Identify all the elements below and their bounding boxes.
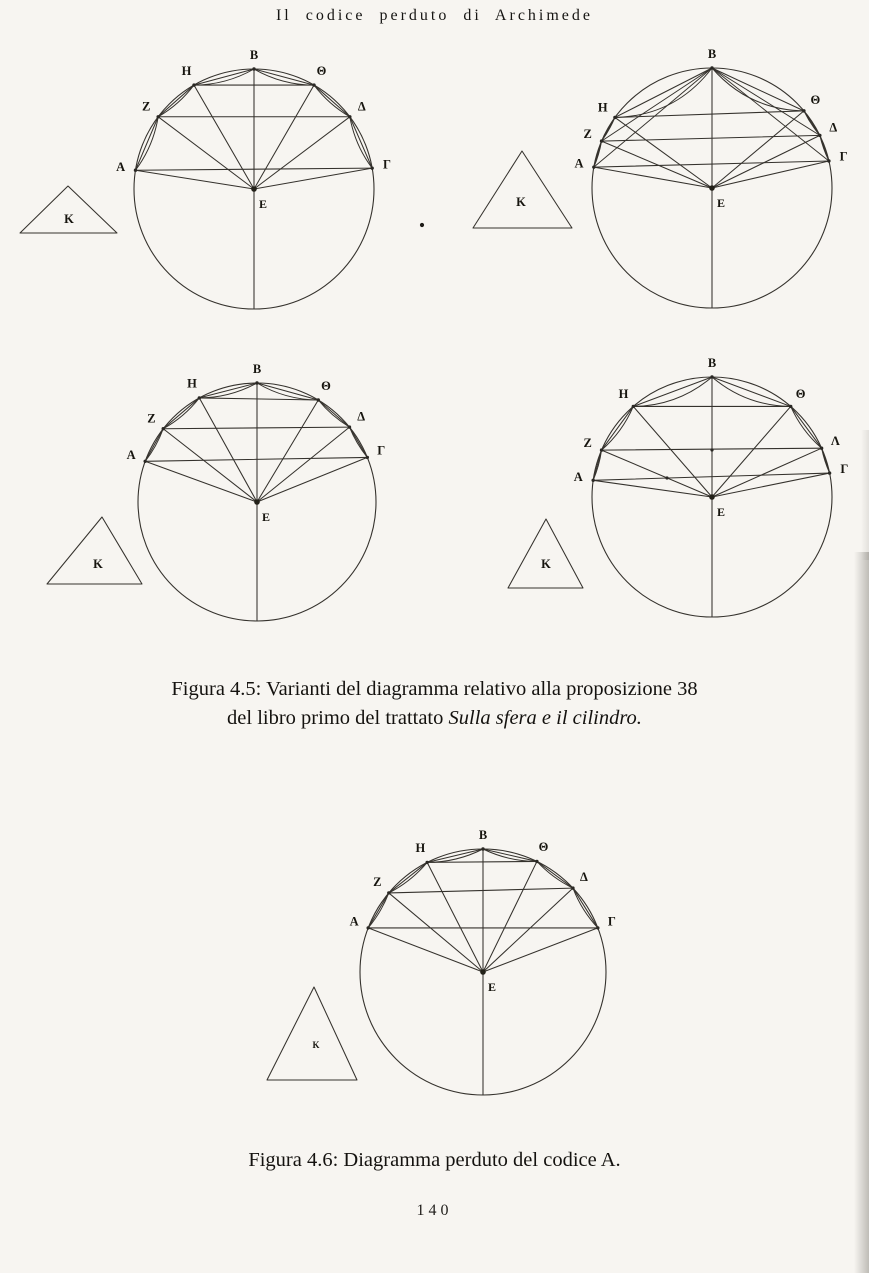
fig45-variant-3-fan-e-delta bbox=[257, 427, 349, 502]
fig45-variant-4-fan-e-z bbox=[602, 450, 712, 497]
fig45-variant-4-label-theta: Θ bbox=[795, 386, 806, 401]
fig46-diagram-label-theta: Θ bbox=[538, 839, 549, 854]
fig45-variant-1-fan-e-theta bbox=[254, 85, 314, 189]
fig45-variant-3-label-z: Z bbox=[147, 411, 156, 426]
fig45-variant-4-chord-dot-1 bbox=[665, 476, 668, 479]
fig46-diagram-label-e: E bbox=[487, 979, 497, 994]
fig45-variant-4-side-theta-lambda bbox=[791, 406, 822, 448]
fig45-variant-2-point-b bbox=[710, 66, 713, 69]
fig45-variant-4-point-z bbox=[600, 448, 603, 451]
fig45-variant-2-fan-e-gamma bbox=[712, 161, 829, 188]
fig45-variant-2-point-z bbox=[600, 139, 603, 142]
fig45-variant-1-fan-e-a bbox=[135, 170, 254, 189]
fig46-diagram-label-a: A bbox=[349, 914, 359, 929]
fig46-diagram-point-b bbox=[481, 847, 484, 850]
figure-4-5-caption-title-italic: Sulla sfera e il cilindro. bbox=[448, 706, 642, 729]
fig45-variant-2-point-theta bbox=[802, 109, 805, 112]
fig46-diagram-point-a bbox=[366, 926, 369, 929]
fig45-variant-4-point-theta bbox=[789, 405, 792, 408]
fig45-variant-3-label-e: E bbox=[261, 509, 271, 524]
fig46-diagram-label-h: H bbox=[415, 840, 426, 855]
fig46-diagram-side-z-h bbox=[389, 862, 427, 893]
stray-ink-dot bbox=[420, 223, 424, 227]
fig45-variant-1-side-theta-delta bbox=[314, 85, 350, 117]
fig45-variant-1-point-z bbox=[156, 115, 159, 118]
fig45-variant-4-point-b bbox=[710, 375, 713, 378]
fig45-variant-1-side-z-h bbox=[158, 85, 194, 117]
fig45-variant-3-fan-e-h bbox=[199, 398, 257, 502]
fig45-variant-1-point-e bbox=[251, 186, 257, 192]
fig45-variant-4-point-lambda bbox=[820, 446, 823, 449]
fig45-variant-2-label-e: E bbox=[716, 195, 726, 210]
figure-4-5-caption-line1: Figura 4.5: Varianti del diagramma relativo alla proposizione 38 bbox=[171, 678, 698, 700]
fig45-variant-3-chord-z-delta bbox=[163, 427, 349, 429]
fig45-variant-3 bbox=[47, 362, 385, 621]
fig45-variant-3-label-delta: Δ bbox=[357, 409, 366, 424]
fig45-variant-3-chord-a-gamma bbox=[145, 457, 367, 461]
fig45-variant-2-point-h bbox=[613, 116, 616, 119]
fig45-variant-1-point-a bbox=[134, 169, 137, 172]
page-number: 140 bbox=[416, 1202, 453, 1219]
fig45-variant-1-point-gamma bbox=[370, 166, 373, 169]
fig45-variant-1-label-theta: Θ bbox=[316, 63, 327, 78]
fig45-variant-3-side-z-h bbox=[163, 398, 199, 429]
fig45-variant-3-side-a-z bbox=[145, 429, 163, 462]
fig46-diagram-fan-e-a bbox=[368, 928, 483, 972]
fig45-variant-3-side-delta-gamma bbox=[349, 427, 367, 457]
fig45-variant-4-fan-e-lambda bbox=[712, 448, 822, 497]
fig45-variant-4-triangle-k bbox=[508, 519, 583, 588]
fig45-variant-2-label-gamma: Γ bbox=[839, 149, 848, 164]
fig45-variant-3-fan-e-gamma bbox=[257, 457, 367, 502]
fig46-diagram-point-delta bbox=[571, 886, 574, 889]
fig45-variant-1-point-delta bbox=[348, 115, 351, 118]
fig46-diagram-fan-e-h bbox=[427, 862, 483, 972]
fig45-variant-3-point-h bbox=[198, 396, 201, 399]
fig45-variant-2-label-b: B bbox=[707, 46, 717, 61]
fig46-diagram-point-e bbox=[480, 969, 486, 975]
fig45-variant-4-side-h-b bbox=[633, 377, 712, 406]
fig45-variant-4 bbox=[508, 356, 848, 617]
fig45-variant-4-label-e: E bbox=[716, 504, 726, 519]
fig45-variant-1-label-delta: Δ bbox=[357, 99, 366, 114]
fig46-diagram-side-delta-gamma bbox=[573, 888, 598, 928]
fig45-variant-1-label-a: A bbox=[116, 159, 126, 174]
fig45-variant-2-chord-z-delta bbox=[602, 135, 820, 141]
page-gutter-shadow bbox=[854, 552, 869, 1273]
fig45-variant-3-fan-e-z bbox=[163, 429, 257, 502]
page-gutter-shadow-upper bbox=[861, 430, 869, 560]
fig45-variant-1-label-z: Z bbox=[142, 99, 151, 114]
fig45-variant-2-chord-b-delta bbox=[712, 68, 820, 135]
fig45-variant-2-chord-b-z bbox=[602, 68, 712, 141]
fig45-variant-4-label-lambda: Λ bbox=[830, 433, 840, 448]
fig45-variant-2-point-e bbox=[709, 185, 715, 191]
fig45-variant-3-label-b: B bbox=[252, 361, 262, 376]
fig46-diagram-point-h bbox=[425, 861, 428, 864]
fig45-variant-3-triangle-k bbox=[47, 517, 142, 584]
fig46-diagram-label-delta: Δ bbox=[580, 869, 588, 884]
fig45-variant-1-side-a-z bbox=[135, 117, 158, 170]
figure-4-5-caption-line2: del libro primo del trattato bbox=[227, 706, 449, 729]
fig45-variant-3-side-b-theta bbox=[257, 383, 318, 400]
fig45-variant-1-label-b: B bbox=[249, 47, 259, 62]
fig45-variant-2-label-a: A bbox=[574, 156, 584, 171]
fig45-variant-4-point-gamma bbox=[828, 471, 831, 474]
fig45-variant-4-label-b: B bbox=[707, 355, 717, 370]
fig45-variant-3-side-h-b bbox=[199, 383, 257, 398]
fig45-variant-4-fan-e-a bbox=[593, 480, 712, 497]
fig45-variant-4-chord-a-gamma bbox=[593, 473, 829, 480]
fig45-variant-4-label-z: Z bbox=[583, 436, 592, 451]
fig45-variant-1-fan-e-delta bbox=[254, 117, 350, 189]
fig45-variant-4-chord-dot-0 bbox=[710, 448, 713, 451]
fig45-variant-4-fan-e-h bbox=[633, 406, 712, 497]
fig45-variant-4-point-a bbox=[591, 479, 594, 482]
fig46-diagram-side-theta-delta bbox=[537, 861, 573, 888]
fig45-variant-1-triangle-k bbox=[20, 186, 117, 233]
fig45-variant-2-fan-e-a bbox=[594, 167, 712, 188]
fig45-variant-4-side-b-theta bbox=[712, 377, 791, 406]
fig46-diagram-label-k: K bbox=[312, 1040, 320, 1051]
fig45-variant-2-chord-b-a bbox=[594, 68, 712, 167]
fig45-variant-2-label-theta: Θ bbox=[810, 93, 821, 108]
fig45-variant-3-label-theta: Θ bbox=[321, 379, 331, 394]
fig45-variant-1-label-h: H bbox=[181, 63, 192, 78]
fig45-variant-4-label-a: A bbox=[573, 470, 583, 485]
fig46-diagram-fan-e-delta bbox=[483, 888, 573, 972]
fig45-variant-4-side-z-h bbox=[602, 406, 634, 450]
fig45-variant-3-fan-e-theta bbox=[257, 400, 318, 502]
fig46-diagram-point-z bbox=[387, 891, 390, 894]
fig45-variant-3-point-theta bbox=[317, 398, 320, 401]
fig45-variant-4-label-k: K bbox=[541, 556, 551, 571]
fig45-variant-1-point-theta bbox=[312, 83, 315, 86]
fig45-variant-3-point-e bbox=[254, 499, 260, 505]
fig45-variant-1-point-b bbox=[252, 67, 255, 70]
fig45-variant-1-label-e: E bbox=[258, 196, 268, 211]
fig45-variant-4-point-h bbox=[632, 405, 635, 408]
fig45-variant-3-label-a: A bbox=[126, 448, 136, 463]
fig45-variant-2-point-a bbox=[592, 165, 595, 168]
fig45-variant-4-side-a-z bbox=[593, 450, 601, 480]
fig45-variant-3-label-h: H bbox=[187, 376, 197, 391]
fig45-variant-2-label-z: Z bbox=[583, 127, 592, 142]
fig45-variant-2-point-gamma bbox=[827, 159, 830, 162]
fig46-diagram-side-b-theta bbox=[483, 849, 537, 861]
figure-4-6-caption: Figura 4.6: Diagramma perduto del codice A. bbox=[248, 1149, 621, 1171]
fig45-variant-2-triangle-k bbox=[473, 151, 572, 228]
fig45-variant-2-label-k: K bbox=[516, 194, 526, 209]
fig45-variant-2-label-h: H bbox=[597, 100, 608, 115]
fig45-variant-3-label-gamma: Γ bbox=[377, 443, 386, 458]
fig46-diagram-fan-e-theta bbox=[483, 861, 537, 972]
fig45-variant-3-side-theta-delta bbox=[318, 400, 349, 427]
fig45-variant-1-fan-e-z bbox=[158, 117, 254, 189]
fig46-diagram-label-b: B bbox=[478, 827, 488, 842]
fig45-variant-4-point-e bbox=[709, 494, 715, 500]
fig45-variant-3-fan-e-a bbox=[145, 461, 257, 502]
fig45-variant-1 bbox=[20, 48, 391, 309]
fig46-diagram-point-gamma bbox=[596, 926, 599, 929]
fig46-diagram bbox=[267, 828, 616, 1095]
fig45-variant-4-label-gamma: Γ bbox=[840, 461, 849, 476]
fig46-diagram-fan-e-z bbox=[389, 893, 483, 972]
fig45-variant-1-label-k: K bbox=[64, 211, 74, 226]
fig45-variant-2-side-h-b bbox=[615, 68, 712, 117]
fig45-variant-2-chord-b-gamma bbox=[712, 68, 829, 161]
fig46-diagram-triangle-k bbox=[267, 987, 357, 1080]
fig46-diagram-label-gamma: Γ bbox=[607, 914, 616, 929]
fig46-diagram-point-theta bbox=[535, 860, 538, 863]
fig45-variant-1-point-h bbox=[192, 83, 195, 86]
fig45-variant-3-point-delta bbox=[348, 425, 351, 428]
fig45-variant-2-chord-a-gamma bbox=[594, 161, 829, 167]
fig46-diagram-chord-z-delta bbox=[389, 888, 573, 893]
fig45-variant-1-side-b-theta bbox=[254, 69, 314, 85]
fig45-variant-3-point-z bbox=[162, 427, 165, 430]
fig45-variant-3-point-b bbox=[255, 381, 258, 384]
fig46-diagram-side-a-z bbox=[368, 893, 389, 928]
fig45-variant-3-label-k: K bbox=[93, 556, 103, 571]
fig45-variant-3-point-a bbox=[143, 460, 146, 463]
running-head: Il codice perduto di Archimede bbox=[275, 7, 594, 24]
fig45-variant-1-fan-e-gamma bbox=[254, 168, 372, 189]
fig45-variant-1-side-delta-gamma bbox=[350, 117, 372, 168]
fig45-variant-2-point-delta bbox=[818, 134, 821, 137]
fig46-diagram-side-h-b bbox=[427, 849, 483, 862]
fig46-diagram-fan-e-gamma bbox=[483, 928, 598, 972]
fig45-variant-1-side-h-b bbox=[194, 69, 254, 85]
fig46-diagram-label-z: Z bbox=[373, 875, 382, 890]
fig45-variant-2 bbox=[473, 47, 848, 308]
figure-4-5-caption bbox=[0, 675, 869, 732]
fig45-variant-4-label-h: H bbox=[618, 386, 629, 401]
fig45-variant-1-label-gamma: Γ bbox=[382, 157, 391, 172]
fig45-variant-1-fan-e-h bbox=[194, 85, 254, 189]
fig45-variant-2-label-delta: Δ bbox=[829, 120, 838, 135]
fig45-variant-3-point-gamma bbox=[366, 456, 369, 459]
